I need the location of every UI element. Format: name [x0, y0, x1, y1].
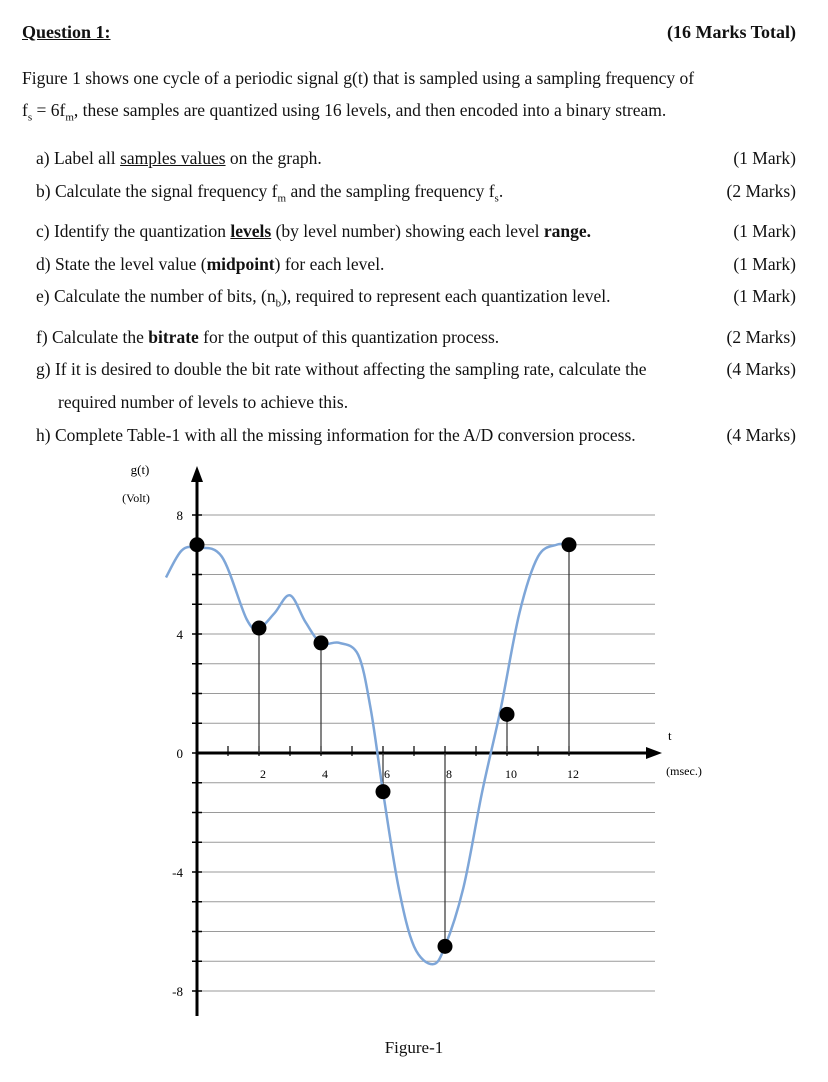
- part-c: c) Identify the quantization levels (by level number) showing each level range. (1 Mark): [36, 215, 796, 248]
- figure-caption: Figure-1: [384, 1038, 444, 1057]
- sample-points: [190, 537, 577, 954]
- y-tick-label: -4: [172, 865, 183, 880]
- part-b-marks: (2 Marks): [726, 180, 796, 201]
- total-marks: (16 Marks Total): [666, 22, 796, 42]
- x-tick-labels: [260, 767, 579, 781]
- question-title: Question 1:: [22, 22, 111, 42]
- y-tick-labels: [172, 508, 183, 999]
- part-g: g) If it is desired to double the bit rate without affecting the sampling rate, calculate the (4 Marks): [36, 353, 796, 386]
- y-axis-unit: (Volt): [122, 491, 150, 505]
- part-f-marks: (2 Marks): [726, 326, 796, 347]
- sample-point: [252, 621, 267, 636]
- part-g-continued: required number of levels to achieve this.: [58, 391, 349, 412]
- sample-point: [562, 537, 577, 552]
- part-d: d) State the level value (midpoint) for each level. (1 Mark): [36, 248, 796, 281]
- part-a: a) Label all samples values on the graph. (1 Mark): [36, 142, 796, 175]
- y-axis-arrow: [191, 466, 203, 482]
- part-g-marks: (4 Marks): [726, 359, 796, 380]
- part-f: f) Calculate the bitrate for the output of this quantization process. (2 Marks): [36, 321, 796, 354]
- question-intro: [22, 62, 802, 134]
- x-axis-arrow: [646, 747, 662, 759]
- x-tick-label: 10: [505, 767, 517, 781]
- x-tick-label: 6: [384, 767, 390, 781]
- y-tick-label: 4: [176, 627, 183, 642]
- question-parts: [36, 142, 796, 451]
- sample-point: [376, 784, 391, 799]
- intro-line-1: Figure 1 shows one cycle of a periodic signal g(t) that is sampled using a sampling frequency of: [22, 68, 695, 88]
- part-e-marks: (1 Mark): [733, 286, 796, 307]
- y-tick-label: 0: [176, 746, 183, 761]
- sample-point: [438, 939, 453, 954]
- x-axis-label: t: [668, 728, 672, 743]
- part-e: e) Calculate the number of bits, $(n_b)$, required to represent each quantization level. (1 Mark): [36, 280, 796, 320]
- intro-line-2: $f_s = 6f_m$, these samples are quantized using 16 levels, and then encoded into a binary stream.: [22, 100, 667, 124]
- part-c-marks: (1 Mark): [733, 220, 796, 241]
- part-a-marks: (1 Mark): [733, 148, 796, 168]
- sample-point: [314, 635, 329, 650]
- part-h: h) Complete Table-1 with all the missing information for the A/D conversion process. (4 Marks): [36, 419, 796, 452]
- x-tick-label: 4: [322, 767, 328, 781]
- x-tick-label: 12: [567, 767, 579, 781]
- part-h-marks: (4 Marks): [726, 424, 796, 445]
- sample-point: [190, 537, 205, 552]
- y-axis-label: g(t): [130, 462, 150, 477]
- signal-chart: [0, 440, 828, 1030]
- y-tick-label: 8: [176, 508, 183, 523]
- part-b: b) Calculate the signal frequency $f_m$ and the sampling frequency $f_s$. (2 Marks): [36, 175, 796, 215]
- part-d-marks: (1 Mark): [733, 253, 796, 274]
- x-axis-unit: (msec.): [666, 764, 702, 778]
- x-tick-label: 2: [260, 767, 266, 781]
- y-tick-label: -8: [172, 984, 183, 999]
- sample-point: [500, 707, 515, 722]
- x-tick-label: 8: [446, 767, 452, 781]
